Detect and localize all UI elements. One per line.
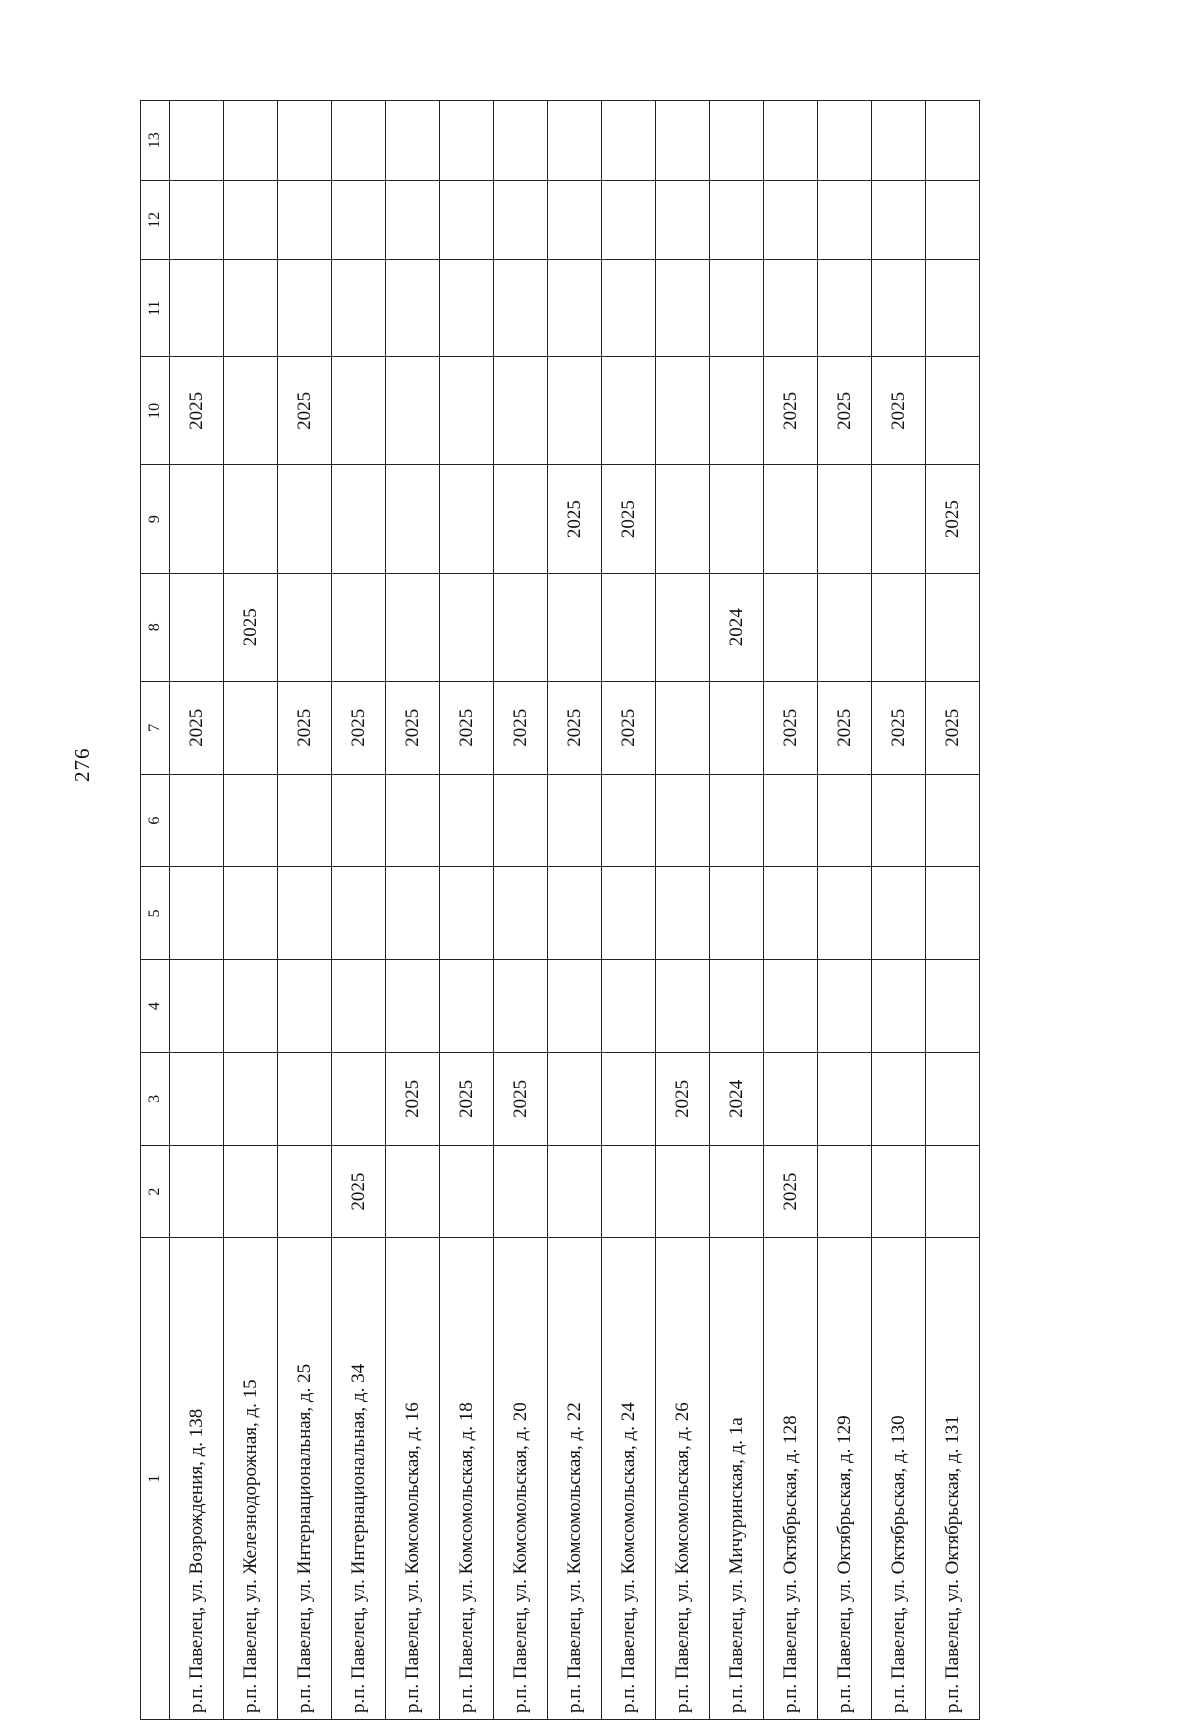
year-cell-col-10: 2025 — [170, 357, 224, 465]
table-row — [764, 101, 818, 1720]
year-cell-col-13 — [710, 101, 764, 181]
year-cell-col-12 — [872, 180, 926, 260]
year-cell-col-9: 2025 — [926, 465, 980, 573]
address-cell: р.п. Павелец, ул. Комсомольская, д. 24 — [602, 1238, 656, 1720]
year-cell-col-6 — [602, 774, 656, 867]
column-header-2: 2 — [141, 1145, 170, 1238]
address-cell: р.п. Павелец, ул. Комсомольская, д. 22 — [548, 1238, 602, 1720]
year-cell-col-3 — [548, 1052, 602, 1145]
year-cell-col-13 — [548, 101, 602, 181]
year-cell-col-12 — [224, 180, 278, 260]
year-cell-col-10 — [548, 357, 602, 465]
year-cell-col-9 — [494, 465, 548, 573]
address-cell: р.п. Павелец, ул. Октябрьская, д. 130 — [872, 1238, 926, 1720]
address-cell: р.п. Павелец, ул. Интернациональная, д. 34 — [332, 1238, 386, 1720]
year-cell-col-6 — [494, 774, 548, 867]
year-cell-col-10: 2025 — [764, 357, 818, 465]
year-cell-col-5 — [494, 867, 548, 960]
year-cell-col-5 — [602, 867, 656, 960]
year-cell-col-8 — [332, 573, 386, 681]
year-cell-col-13 — [332, 101, 386, 181]
column-header-3: 3 — [141, 1052, 170, 1145]
year-cell-col-9 — [656, 465, 710, 573]
year-cell-col-11 — [170, 260, 224, 357]
year-cell-col-3 — [764, 1052, 818, 1145]
year-cell-col-4 — [710, 960, 764, 1053]
year-cell-col-9: 2025 — [548, 465, 602, 573]
year-cell-col-3 — [926, 1052, 980, 1145]
year-cell-col-11 — [386, 260, 440, 357]
year-cell-col-3: 2025 — [494, 1052, 548, 1145]
year-cell-col-5 — [440, 867, 494, 960]
year-cell-col-3: 2025 — [656, 1052, 710, 1145]
year-cell-col-11 — [440, 260, 494, 357]
year-cell-col-7 — [224, 681, 278, 774]
address-cell: р.п. Павелец, ул. Мичуринская, д. 1а — [710, 1238, 764, 1720]
year-cell-col-10 — [710, 357, 764, 465]
table-row — [710, 101, 764, 1720]
year-cell-col-11 — [872, 260, 926, 357]
year-cell-col-5 — [656, 867, 710, 960]
year-cell-col-10: 2025 — [818, 357, 872, 465]
year-cell-col-3: 2025 — [440, 1052, 494, 1145]
year-cell-col-3 — [278, 1052, 332, 1145]
table-row — [440, 101, 494, 1720]
table-body — [170, 101, 980, 1720]
column-header-12: 12 — [141, 180, 170, 260]
year-cell-col-13 — [926, 101, 980, 181]
year-cell-col-4 — [494, 960, 548, 1053]
year-cell-col-9 — [440, 465, 494, 573]
year-cell-col-6 — [710, 774, 764, 867]
year-cell-col-8 — [602, 573, 656, 681]
year-cell-col-7: 2025 — [818, 681, 872, 774]
year-cell-col-5 — [386, 867, 440, 960]
year-cell-col-11 — [602, 260, 656, 357]
table-row — [224, 101, 278, 1720]
year-cell-col-5 — [332, 867, 386, 960]
year-cell-col-7: 2025 — [872, 681, 926, 774]
year-cell-col-5 — [764, 867, 818, 960]
year-cell-col-2 — [386, 1145, 440, 1238]
table-row — [494, 101, 548, 1720]
year-cell-col-7: 2025 — [602, 681, 656, 774]
year-cell-col-4 — [926, 960, 980, 1053]
year-cell-col-8 — [926, 573, 980, 681]
year-cell-col-13 — [170, 101, 224, 181]
year-cell-col-9 — [224, 465, 278, 573]
year-cell-col-9 — [710, 465, 764, 573]
year-cell-col-11 — [224, 260, 278, 357]
year-cell-col-13 — [494, 101, 548, 181]
address-cell: р.п. Павелец, ул. Возрождения, д. 138 — [170, 1238, 224, 1720]
year-cell-col-5 — [278, 867, 332, 960]
year-cell-col-8 — [548, 573, 602, 681]
year-cell-col-8 — [656, 573, 710, 681]
year-cell-col-4 — [224, 960, 278, 1053]
year-cell-col-6 — [332, 774, 386, 867]
year-cell-col-6 — [224, 774, 278, 867]
table-row — [656, 101, 710, 1720]
year-cell-col-3 — [872, 1052, 926, 1145]
year-cell-col-11 — [548, 260, 602, 357]
year-cell-col-4 — [440, 960, 494, 1053]
year-cell-col-12 — [710, 180, 764, 260]
year-cell-col-13 — [440, 101, 494, 181]
year-cell-col-13 — [656, 101, 710, 181]
year-cell-col-13 — [602, 101, 656, 181]
year-cell-col-4 — [656, 960, 710, 1053]
year-cell-col-5 — [710, 867, 764, 960]
column-header-13: 13 — [141, 101, 170, 181]
year-cell-col-11 — [710, 260, 764, 357]
table-row — [548, 101, 602, 1720]
year-cell-col-2 — [494, 1145, 548, 1238]
column-header-11: 11 — [141, 260, 170, 357]
year-cell-col-8 — [872, 573, 926, 681]
year-cell-col-7: 2025 — [548, 681, 602, 774]
year-cell-col-4 — [764, 960, 818, 1053]
year-cell-col-9: 2025 — [602, 465, 656, 573]
year-cell-col-11 — [926, 260, 980, 357]
year-cell-col-10: 2025 — [872, 357, 926, 465]
year-cell-col-7: 2025 — [764, 681, 818, 774]
year-cell-col-11 — [494, 260, 548, 357]
address-cell: р.п. Павелец, ул. Железнодорожная, д. 15 — [224, 1238, 278, 1720]
year-cell-col-6 — [926, 774, 980, 867]
year-cell-col-11 — [764, 260, 818, 357]
year-cell-col-3 — [224, 1052, 278, 1145]
column-header-row — [141, 101, 170, 1720]
year-cell-col-3 — [170, 1052, 224, 1145]
year-cell-col-2 — [818, 1145, 872, 1238]
year-cell-col-7: 2025 — [278, 681, 332, 774]
year-cell-col-12 — [494, 180, 548, 260]
year-cell-col-2: 2025 — [332, 1145, 386, 1238]
year-cell-col-5 — [872, 867, 926, 960]
table-row — [926, 101, 980, 1720]
year-cell-col-12 — [656, 180, 710, 260]
year-cell-col-2 — [278, 1145, 332, 1238]
address-cell: р.п. Павелец, ул. Интернациональная, д. 25 — [278, 1238, 332, 1720]
year-cell-col-13 — [764, 101, 818, 181]
year-cell-col-5 — [548, 867, 602, 960]
table-row — [332, 101, 386, 1720]
table-row — [170, 101, 224, 1720]
year-cell-col-12 — [602, 180, 656, 260]
address-cell: р.п. Павелец, ул. Октябрьская, д. 129 — [818, 1238, 872, 1720]
year-cell-col-8 — [170, 573, 224, 681]
year-cell-col-8 — [440, 573, 494, 681]
column-header-5: 5 — [141, 867, 170, 960]
year-cell-col-8 — [818, 573, 872, 681]
year-cell-col-6 — [764, 774, 818, 867]
table-row — [386, 101, 440, 1720]
column-header-1: 1 — [141, 1238, 170, 1720]
year-cell-col-6 — [872, 774, 926, 867]
address-cell: р.п. Павелец, ул. Комсомольская, д. 26 — [656, 1238, 710, 1720]
year-cell-col-2 — [602, 1145, 656, 1238]
year-cell-col-7: 2025 — [332, 681, 386, 774]
year-cell-col-8 — [494, 573, 548, 681]
year-cell-col-10 — [386, 357, 440, 465]
year-cell-col-13 — [278, 101, 332, 181]
year-cell-col-12 — [764, 180, 818, 260]
year-cell-col-13 — [224, 101, 278, 181]
year-cell-col-2 — [656, 1145, 710, 1238]
year-cell-col-3 — [818, 1052, 872, 1145]
address-cell: р.п. Павелец, ул. Комсомольская, д. 20 — [494, 1238, 548, 1720]
year-cell-col-8: 2025 — [224, 573, 278, 681]
year-cell-col-10 — [656, 357, 710, 465]
column-header-4: 4 — [141, 960, 170, 1053]
year-cell-col-7: 2025 — [926, 681, 980, 774]
year-cell-col-5 — [818, 867, 872, 960]
year-cell-col-12 — [548, 180, 602, 260]
year-cell-col-4 — [332, 960, 386, 1053]
year-cell-col-7: 2025 — [170, 681, 224, 774]
year-cell-col-12 — [386, 180, 440, 260]
year-cell-col-4 — [872, 960, 926, 1053]
year-cell-col-11 — [656, 260, 710, 357]
year-cell-col-5 — [224, 867, 278, 960]
year-cell-col-12 — [440, 180, 494, 260]
column-header-8: 8 — [141, 573, 170, 681]
year-cell-col-10 — [440, 357, 494, 465]
year-cell-col-9 — [278, 465, 332, 573]
year-cell-col-2 — [170, 1145, 224, 1238]
year-cell-col-2 — [548, 1145, 602, 1238]
year-cell-col-8 — [386, 573, 440, 681]
year-cell-col-2 — [224, 1145, 278, 1238]
year-cell-col-4 — [818, 960, 872, 1053]
rotated-table-wrapper — [140, 100, 980, 1720]
column-header-6: 6 — [141, 774, 170, 867]
address-cell: р.п. Павелец, ул. Комсомольская, д. 18 — [440, 1238, 494, 1720]
year-cell-col-10 — [224, 357, 278, 465]
year-cell-col-13 — [386, 101, 440, 181]
year-cell-col-3: 2024 — [710, 1052, 764, 1145]
year-cell-col-6 — [386, 774, 440, 867]
year-cell-col-2 — [926, 1145, 980, 1238]
year-cell-col-10 — [332, 357, 386, 465]
year-cell-col-9 — [764, 465, 818, 573]
year-cell-col-7: 2025 — [440, 681, 494, 774]
schedule-table — [140, 100, 980, 1720]
year-cell-col-13 — [818, 101, 872, 181]
year-cell-col-9 — [170, 465, 224, 573]
year-cell-col-2 — [872, 1145, 926, 1238]
year-cell-col-6 — [656, 774, 710, 867]
year-cell-col-9 — [818, 465, 872, 573]
year-cell-col-10 — [494, 357, 548, 465]
year-cell-col-9 — [872, 465, 926, 573]
table-row — [602, 101, 656, 1720]
table-row — [818, 101, 872, 1720]
year-cell-col-6 — [818, 774, 872, 867]
year-cell-col-12 — [170, 180, 224, 260]
year-cell-col-4 — [602, 960, 656, 1053]
year-cell-col-4 — [278, 960, 332, 1053]
year-cell-col-8: 2024 — [710, 573, 764, 681]
year-cell-col-7 — [710, 681, 764, 774]
table-row — [278, 101, 332, 1720]
year-cell-col-2 — [710, 1145, 764, 1238]
year-cell-col-11 — [332, 260, 386, 357]
year-cell-col-6 — [440, 774, 494, 867]
year-cell-col-2 — [440, 1145, 494, 1238]
year-cell-col-7: 2025 — [386, 681, 440, 774]
year-cell-col-6 — [278, 774, 332, 867]
year-cell-col-11 — [818, 260, 872, 357]
year-cell-col-11 — [278, 260, 332, 357]
year-cell-col-3 — [602, 1052, 656, 1145]
column-header-10: 10 — [141, 357, 170, 465]
year-cell-col-6 — [548, 774, 602, 867]
year-cell-col-9 — [332, 465, 386, 573]
year-cell-col-13 — [872, 101, 926, 181]
year-cell-col-7 — [656, 681, 710, 774]
year-cell-col-12 — [332, 180, 386, 260]
year-cell-col-8 — [764, 573, 818, 681]
year-cell-col-4 — [386, 960, 440, 1053]
address-cell: р.п. Павелец, ул. Октябрьская, д. 128 — [764, 1238, 818, 1720]
year-cell-col-4 — [548, 960, 602, 1053]
year-cell-col-12 — [926, 180, 980, 260]
year-cell-col-5 — [926, 867, 980, 960]
year-cell-col-9 — [386, 465, 440, 573]
year-cell-col-12 — [818, 180, 872, 260]
address-cell: р.п. Павелец, ул. Октябрьская, д. 131 — [926, 1238, 980, 1720]
column-header-9: 9 — [141, 465, 170, 573]
year-cell-col-10 — [926, 357, 980, 465]
year-cell-col-7: 2025 — [494, 681, 548, 774]
page-number: 276 — [70, 747, 94, 782]
year-cell-col-10 — [602, 357, 656, 465]
year-cell-col-2: 2025 — [764, 1145, 818, 1238]
table-row — [872, 101, 926, 1720]
year-cell-col-3: 2025 — [386, 1052, 440, 1145]
year-cell-col-3 — [332, 1052, 386, 1145]
year-cell-col-5 — [170, 867, 224, 960]
year-cell-col-8 — [278, 573, 332, 681]
year-cell-col-4 — [170, 960, 224, 1053]
year-cell-col-12 — [278, 180, 332, 260]
column-header-7: 7 — [141, 681, 170, 774]
address-cell: р.п. Павелец, ул. Комсомольская, д. 16 — [386, 1238, 440, 1720]
year-cell-col-6 — [170, 774, 224, 867]
year-cell-col-10: 2025 — [278, 357, 332, 465]
